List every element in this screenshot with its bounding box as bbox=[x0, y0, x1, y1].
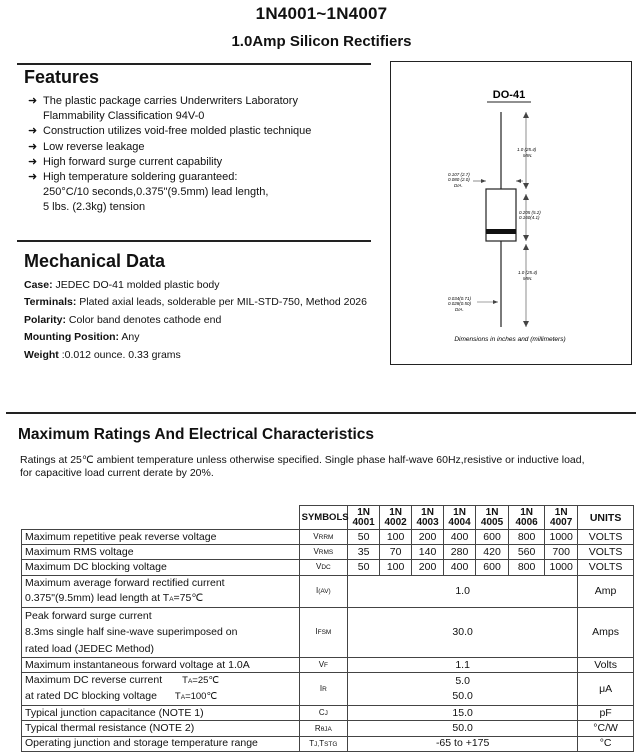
svg-text:DIA.: DIA. bbox=[455, 307, 464, 312]
feature-item: ➜ Low reverse leakage bbox=[28, 140, 373, 155]
mechanical-heading: Mechanical Data bbox=[24, 251, 166, 271]
table-row: Maximum average forward rectified current 0.375"(9.5mm) lead length at TA=75℃ I(AV) 1.0 Amp bbox=[22, 575, 634, 607]
table-row: Typical junction capacitance (NOTE 1) CJ 15.0 pF bbox=[22, 706, 634, 721]
svg-text:MIN.: MIN. bbox=[523, 153, 533, 158]
package-name: DO-41 bbox=[492, 89, 526, 101]
bullet-arrow-icon: ➜ bbox=[28, 155, 38, 168]
document-title: 1N4001~1N4007 bbox=[255, 4, 388, 23]
ratings-heading: Maximum Ratings And Electrical Characteristics bbox=[18, 426, 375, 443]
svg-text:0.028(0.50): 0.028(0.50) bbox=[448, 301, 472, 306]
mech-case: Case: JEDEC DO-41 molded plastic body bbox=[24, 279, 220, 291]
bullet-arrow-icon: ➜ bbox=[28, 171, 38, 184]
feature-item: ➜ High temperature soldering guaranteed: 250°C/10 seconds,0.375"(9.5mm) lead length, 5 lbs. (2.3kg) tension bbox=[28, 171, 269, 214]
svg-text:1.0 (25.4): 1.0 (25.4) bbox=[517, 147, 537, 152]
device-header: 1N 4001 bbox=[348, 506, 380, 530]
svg-text:DIA.: DIA. bbox=[454, 183, 463, 188]
table-header-row bbox=[22, 506, 634, 530]
table-row: Peak forward surge current 8.3ms single half sine-wave superimposed on rated load (JEDEC Method) IFSM 30.0 Amps bbox=[22, 607, 634, 658]
svg-text:0.160(4.1): 0.160(4.1) bbox=[519, 215, 540, 220]
device-header: 1N 4003 bbox=[412, 506, 444, 530]
table-row: Maximum DC blocking voltage VDC 50 100 200 400 600 800 1000 VOLTS bbox=[22, 560, 634, 575]
device-header: 1N 4007 bbox=[545, 506, 578, 530]
table-row: Maximum instantaneous forward voltage at 1.0A VF 1.1 Volts bbox=[22, 658, 634, 673]
device-header: 1N 4005 bbox=[476, 506, 509, 530]
ratings-note: Ratings at 25℃ ambient temperature unless otherwise specified. Single phase half-wave 60Hz,resistive or inductive load, for capacitive load current derate by 20%. bbox=[20, 454, 585, 479]
ratings-table bbox=[21, 505, 634, 752]
svg-text:0.080 (2.0): 0.080 (2.0) bbox=[448, 177, 470, 182]
dimension-caption: Dimensions in inches and (millimeters) bbox=[454, 336, 566, 343]
do41-outline-drawing bbox=[391, 62, 630, 363]
svg-text:0.205 (5.2): 0.205 (5.2) bbox=[519, 210, 541, 215]
mech-mounting: Mounting Position: Any bbox=[24, 331, 140, 344]
svg-text:MIN.: MIN. bbox=[523, 276, 533, 281]
table-row: Typical thermal resistance (NOTE 2) RθJA 50.0 °C/W bbox=[22, 721, 634, 736]
mechanical-rule bbox=[17, 240, 371, 242]
symbols-header: SYMBOLS bbox=[299, 506, 348, 530]
svg-text:1.0 (25.4): 1.0 (25.4) bbox=[518, 270, 538, 275]
table-row: Maximum repetitive peak reverse voltage VRRM 50 100 200 400 600 800 1000 VOLTS bbox=[22, 530, 634, 545]
package-outline-box bbox=[390, 61, 632, 365]
document-subtitle: 1.0Amp Silicon Rectifiers bbox=[231, 33, 412, 50]
device-header: 1N 4004 bbox=[444, 506, 476, 530]
features-list bbox=[28, 94, 373, 216]
mech-polarity: Polarity: Color band denotes cathode end bbox=[24, 313, 222, 326]
svg-text:0.107 (2.7): 0.107 (2.7) bbox=[448, 172, 470, 177]
mechanical-data bbox=[24, 277, 367, 364]
table-row: Maximum RMS voltage VRMS 35 70 140 280 420 560 700 VOLTS bbox=[22, 545, 634, 560]
bullet-arrow-icon: ➜ bbox=[28, 95, 38, 107]
device-header: 1N 4006 bbox=[509, 506, 545, 530]
units-header: UNITS bbox=[578, 506, 634, 530]
feature-item: ➜ Construction utilizes void-free molded plastic technique bbox=[28, 124, 373, 139]
bullet-arrow-icon: ➜ bbox=[28, 125, 38, 138]
table-row: Operating junction and storage temperature range TJ,TSTG -65 to +175 °C bbox=[22, 736, 634, 751]
ratings-rule bbox=[6, 412, 636, 414]
feature-item: ➜ The plastic package carries Underwriters Laboratory Flammability Classification 94V-0 bbox=[28, 95, 298, 123]
mech-weight: Weight :0.012 ounce. 0.33 grams bbox=[24, 348, 181, 361]
table-row: Maximum DC reverse current TA=25℃ at rated DC blocking voltage TA=100℃ IR 5.0 50.0 μA bbox=[22, 673, 634, 706]
mech-terminals: Terminals: Plated axial leads, solderable per MIL-STD-750, Method 2026 bbox=[24, 296, 367, 309]
features-heading: Features bbox=[24, 67, 100, 87]
bullet-arrow-icon: ➜ bbox=[28, 140, 38, 153]
feature-item: ➜ High forward surge current capability bbox=[28, 155, 373, 170]
svg-text:0.034(0.71): 0.034(0.71) bbox=[448, 296, 472, 301]
features-rule bbox=[17, 63, 371, 65]
cathode-band bbox=[486, 229, 516, 234]
device-header: 1N 4002 bbox=[380, 506, 412, 530]
